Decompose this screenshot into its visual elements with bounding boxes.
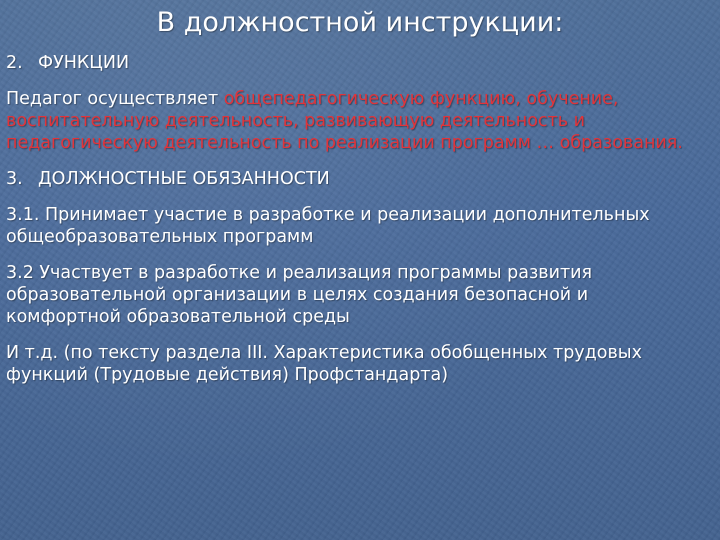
functions-highlight-1: общепедагогическую функцию, обучение, [223, 89, 619, 109]
duty-3-1-line-2: общеобразовательных программ [6, 227, 314, 247]
etc-line-1: И т.д. (по тексту раздела III. Характеристика обобщенных трудовых [6, 343, 642, 363]
slide-content [6, 52, 712, 386]
section-functions-number: 2. [6, 53, 23, 73]
functions-highlight-2: воспитательную деятельность, развивающую деятельность и [6, 111, 585, 131]
section-functions-heading [6, 52, 712, 74]
section-duties-title: ДОЛЖНОСТНЫЕ ОБЯЗАННОСТИ [38, 169, 330, 189]
duty-3-1-line-1: 3.1. Принимает участие в разработке и реализации дополнительных [6, 205, 650, 225]
duty-3-2-line-1: 3.2 Участвует в разработке и реализация программы развития [6, 263, 593, 283]
functions-highlight-3: педагогическую деятельность по реализации программ … образования. [6, 133, 683, 153]
functions-paragraph [6, 88, 712, 154]
functions-lead-text: Педагог осуществляет [6, 89, 224, 109]
etc-paragraph [6, 342, 712, 386]
section-duties-heading [6, 168, 712, 190]
functions-line-1 [6, 88, 712, 110]
slide-title: В должностной инструкции: [156, 7, 564, 38]
section-duties-number: 3. [6, 169, 23, 189]
etc-line-2: функций (Трудовые действия) Профстандарта) [6, 365, 449, 385]
duty-3-2-paragraph [6, 262, 712, 328]
duty-3-1-paragraph [6, 204, 712, 248]
section-functions-title: ФУНКЦИИ [38, 53, 130, 73]
duty-3-2-line-2: образовательной организации в целях создания безопасной и [6, 285, 589, 305]
duty-3-2-line-3: комфортной образовательной среды [6, 307, 350, 327]
